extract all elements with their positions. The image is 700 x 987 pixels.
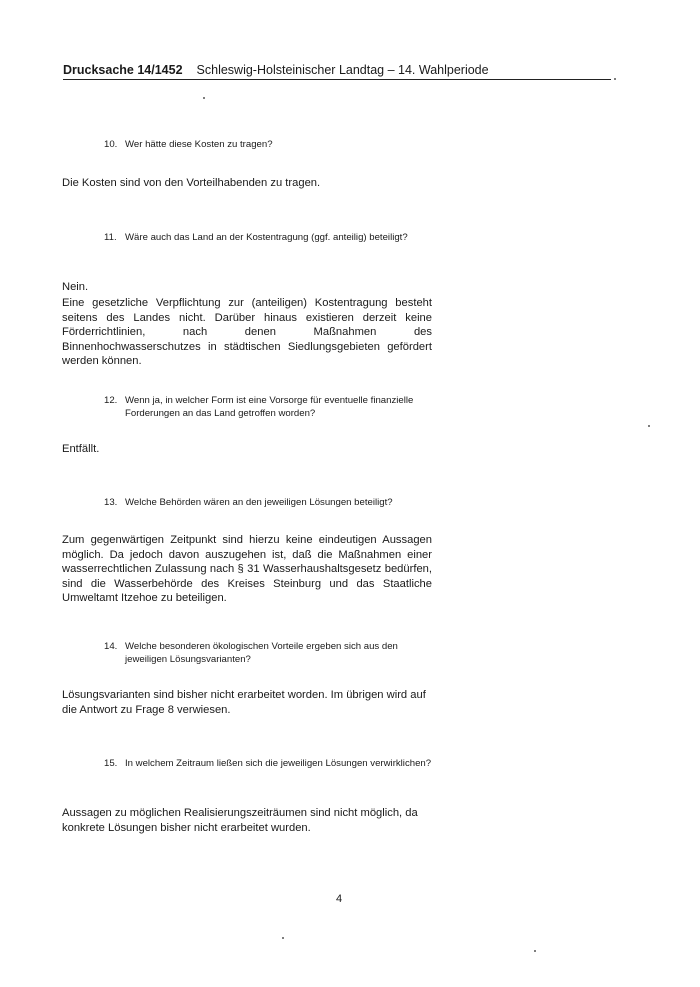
question-12 xyxy=(104,395,434,420)
question-number: 10. xyxy=(104,139,118,150)
header-title: Schleswig-Holsteinischer Landtag – 14. Wahlperiode xyxy=(196,63,489,77)
question-13 xyxy=(104,497,434,510)
question-text: Wenn ja, in welcher Form ist eine Vorsorge für eventuelle finanzielle Forderungen an das Land getroffen worden? xyxy=(125,395,414,419)
question-number: 13. xyxy=(104,497,118,508)
question-text: Wäre auch das Land an der Kostentragung (ggf. anteilig) beteiligt? xyxy=(125,232,408,243)
scan-speck xyxy=(648,425,650,427)
scan-speck xyxy=(614,78,616,80)
header-rule xyxy=(63,79,611,80)
answer-11-body: Eine gesetzliche Verpflichtung zur (anteiligen) Kostentragung besteht seitens des Landes nicht. Darüber hinaus existieren derzeit keine Förderrichtlinien, nach denen Maßnahmen des Binnenhochwasserschutzes in städtischen Siedlungsgebieten gefördert werden können. xyxy=(62,297,432,367)
answer-14: Lösungsvarianten sind bisher nicht erarbeitet worden. Im übrigen wird auf die Antwort zu Frage 8 verwiesen. xyxy=(62,689,426,716)
answer-13: Zum gegenwärtigen Zeitpunkt sind hierzu keine eindeutigen Aussagen möglich. Da jedoch davon auszugehen ist, daß die Maßnahmen einer wasserrechtlichen Zulassung nach § 31 Wasserhaushaltsgesetz bedürfen, sind die Wasserbehörde des Kreises Steinburg und das Staatliche Umweltamt Itzehoe zu beteiligen. xyxy=(62,534,432,604)
scan-speck xyxy=(534,950,536,952)
page-header xyxy=(63,62,611,78)
question-number: 11. xyxy=(104,232,117,243)
question-text: Welche besonderen ökologischen Vorteile ergeben sich aus den jeweiligen Lösungsvarianten? xyxy=(125,641,398,665)
answer-11-short: Nein. xyxy=(62,281,89,293)
document-number: Drucksache 14/1452 xyxy=(63,63,183,77)
question-text: Welche Behörden wären an den jeweiligen Lösungen beteiligt? xyxy=(125,497,393,508)
answer-15: Aussagen zu möglichen Realisierungszeiträumen sind nicht möglich, da konkrete Lösungen bisher nicht erarbeitet wurden. xyxy=(62,807,418,834)
question-text: In welchem Zeitraum ließen sich die jeweiligen Lösungen verwirklichen? xyxy=(125,758,432,769)
question-number: 14. xyxy=(104,641,118,652)
scan-speck xyxy=(203,97,205,99)
question-10 xyxy=(104,139,434,152)
question-14 xyxy=(104,641,434,666)
answer-10: Die Kosten sind von den Vorteilhabenden zu tragen. xyxy=(62,177,321,189)
question-15 xyxy=(104,758,434,771)
question-text: Wer hätte diese Kosten zu tragen? xyxy=(125,139,273,150)
question-number: 15. xyxy=(104,758,118,769)
question-number: 12. xyxy=(104,395,118,406)
scan-speck xyxy=(282,937,284,939)
page-number: 4 xyxy=(336,893,343,905)
answer-12: Entfällt. xyxy=(62,443,100,455)
question-11 xyxy=(104,232,434,245)
